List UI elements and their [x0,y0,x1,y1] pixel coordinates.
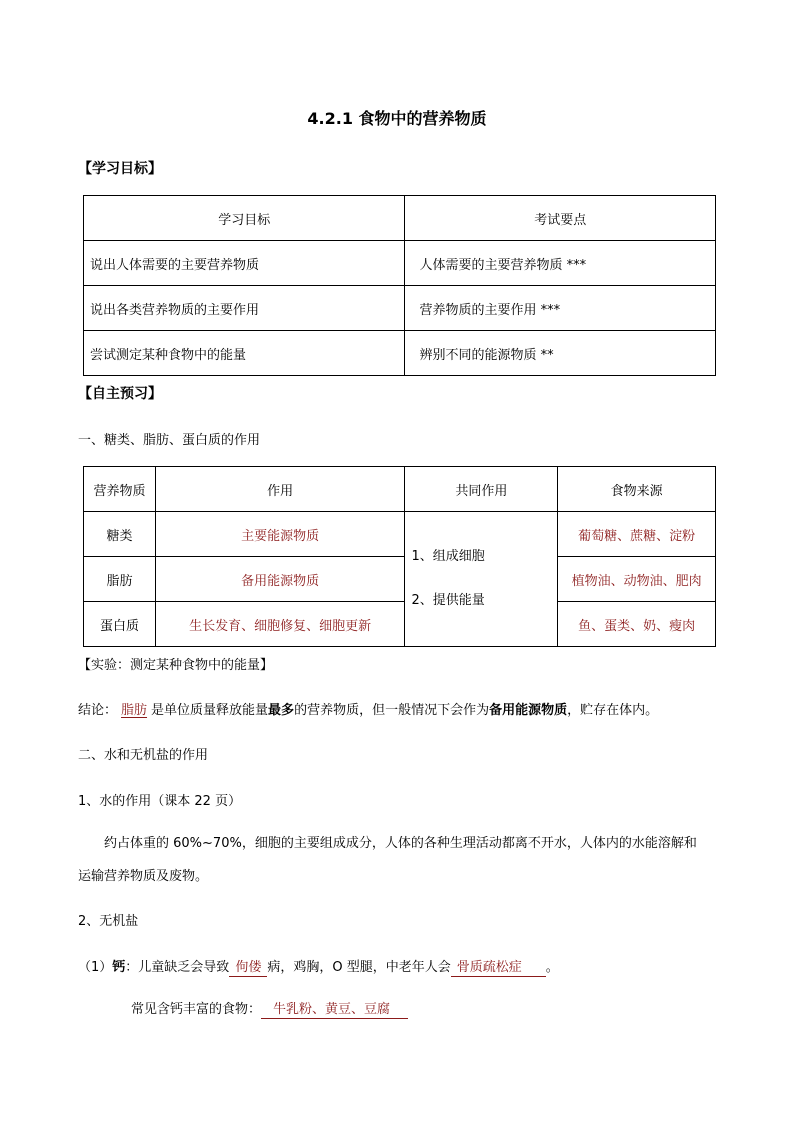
exam-point-cell: 营养物质的主要作用 *** [405,286,716,331]
conclusion-bold-2: 备用能源物质 [489,703,568,718]
nutrient-source: 植物油、动物油、肥肉 [558,557,716,602]
nutrient-role: 备用能源物质 [155,557,405,602]
conclusion [78,699,658,718]
calcium-prefix: （1） [78,960,113,975]
table-row [84,286,716,331]
table-row [84,331,716,376]
header-nutrient: 营养物质 [84,467,156,512]
part1-title: 一、糖类、脂肪、蛋白质的作用 [78,433,261,448]
calcium-end: 。 [545,960,559,975]
calcium-food-label: 常见含钙丰富的食物： [131,1002,262,1017]
common-role-1: 1、组成细胞 [411,549,485,564]
calcium-label: 钙 [112,960,126,975]
goals-header-objective: 学习目标 [84,196,405,241]
water-text-line-1: 约占体重的 60%~70%，细胞的主要组成成分，人体的各种生理活动都离不开水，人体内的水能溶解和 [104,836,697,851]
common-role-2: 2、提供能量 [411,593,485,608]
nutrient-source: 葡萄糖、蔗糖、淀粉 [558,512,716,557]
table-row [84,241,716,286]
nutrient-name: 蛋白质 [84,602,156,647]
nutrient-table [83,466,716,647]
calcium-answer-1: 佝偻 [229,956,267,977]
common-role-cell [405,512,558,647]
nutrient-role: 生长发育、细胞修复、细胞更新 [155,602,405,647]
calcium-text-1: ：儿童缺乏会导致 [125,960,230,975]
conclusion-suffix: ，贮存在体内。 [567,703,659,718]
conclusion-answer: 脂肪 [121,703,148,718]
conclusion-text-1: 是单位质量释放能量 [151,703,269,718]
calcium-food-answer: 牛乳粉、黄豆、豆腐 [261,998,408,1019]
goals-table-header-row [84,196,716,241]
section-goals-heading: 【学习目标】 [78,161,162,177]
goal-cell: 说出人体需要的主要营养物质 [84,241,405,286]
table-row [84,602,716,647]
nutrient-source: 鱼、蛋类、奶、瘦肉 [558,602,716,647]
nutrient-table-header-row [84,467,716,512]
nutrient-name: 糖类 [84,512,156,557]
conclusion-prefix: 结论： [78,703,118,718]
calcium-food-line [131,998,408,1019]
header-common-role: 共同作用 [405,467,558,512]
nutrient-role: 主要能源物质 [155,512,405,557]
exam-point-cell: 人体需要的主要营养物质 *** [405,241,716,286]
conclusion-text-2: 的营养物质，但一般情况下会作为 [294,703,490,718]
goals-table [83,195,716,376]
table-row [84,512,716,557]
water-text-line-2: 运输营养物质及废物。 [78,869,209,884]
conclusion-bold-1: 最多 [268,703,295,718]
section-preview-heading: 【自主预习】 [78,386,162,402]
goals-header-exam-points: 考试要点 [405,196,716,241]
header-role: 作用 [155,467,405,512]
minerals-title: 2、无机盐 [78,914,139,929]
header-food-source: 食物来源 [558,467,716,512]
goal-cell: 说出各类营养物质的主要作用 [84,286,405,331]
water-title: 1、水的作用（课本 22 页） [78,794,242,809]
calcium-text-2: 病，鸡胸，O 型腿，中老年人会 [267,960,451,975]
nutrient-name: 脂肪 [84,557,156,602]
calcium-answer-2: 骨质疏松症 [451,956,546,977]
goal-cell: 尝试测定某种食物中的能量 [84,331,405,376]
exam-point-cell: 辨别不同的能源物质 ** [405,331,716,376]
calcium-line [78,956,559,977]
part2-title: 二、水和无机盐的作用 [78,748,209,763]
experiment-title: 【实验：测定某种食物中的能量】 [78,658,274,673]
table-row [84,557,716,602]
page-title: 4.2.1 食物中的营养物质 [307,109,487,128]
